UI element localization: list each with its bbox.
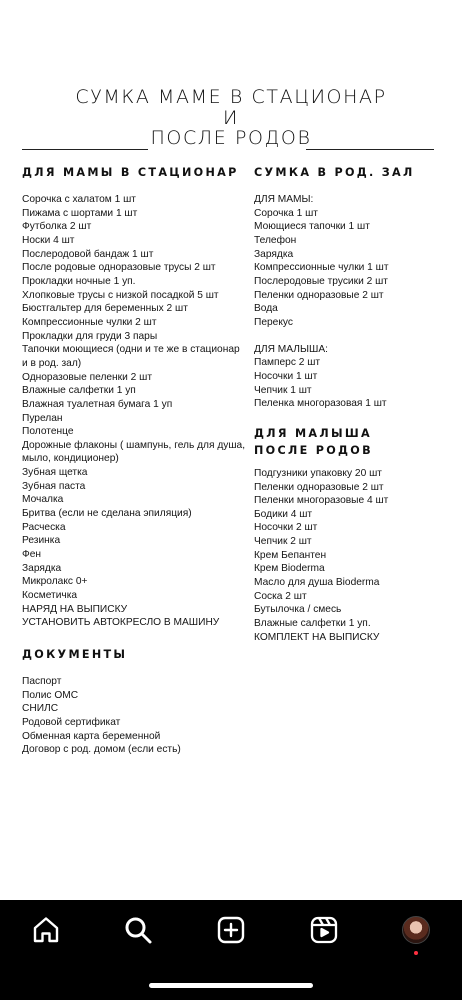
list-item: Подгузники упаковку 20 шт [254, 467, 382, 479]
list-item: Сорочка 1 шт [254, 207, 318, 219]
list-item: Пеленка многоразовая 1 шт [254, 398, 387, 410]
list-item: мыло, кондиционер) [22, 453, 119, 465]
list-item: Перекус [254, 316, 293, 328]
list-item: Мочалка [22, 494, 64, 506]
list-item: Влажная туалетная бумага 1 уп [22, 398, 173, 410]
list-item: Фен [22, 549, 42, 561]
list-item: Бюстгальтер для беременных 2 шт [22, 303, 188, 315]
list-item: Резинка [22, 535, 61, 547]
list-item: Косметичка [22, 590, 78, 602]
list-item: Договор с род. домом (если есть) [22, 744, 181, 756]
section-heading-mom: ДЛЯ МАМЫ В СТАЦИОНАР [22, 166, 239, 179]
list-item: Крем Бепантен [254, 549, 327, 561]
title-line-1: СУМКА МАМЕ В СТАЦИОНАР [75, 86, 387, 108]
list-item: Пеленки многоразовые 4 шт [254, 495, 389, 507]
list-item: Полис ОМС [22, 689, 79, 701]
baby-after-birth-list [254, 467, 454, 645]
list-item: Носочки 1 шт [254, 370, 318, 382]
list-item: Полотенце [22, 426, 74, 438]
list-item: Послеродовые трусики 2 шт [254, 275, 388, 287]
profile-avatar[interactable] [402, 916, 430, 944]
list-item: Компрессионные чулки 2 шт [22, 316, 157, 328]
list-item: Прокладки для груди 3 пары [22, 330, 158, 342]
list-item: Паспорт [22, 676, 62, 687]
list-item: Бритва (если не сделана эпиляция) [22, 508, 192, 520]
list-item: Дорожные флаконы ( шампунь, гель для душа, [22, 439, 246, 451]
list-item: СНИЛС [22, 703, 59, 715]
list-item: Пеленки одноразовые 2 шт [254, 289, 384, 301]
right-column [254, 164, 454, 644]
list-item: Компрессионные чулки 1 шт [254, 262, 389, 274]
list-item: Пижама с шортами 1 шт [22, 207, 138, 219]
list-item: НАРЯД НА ВЫПИСКУ [22, 603, 128, 615]
list-item: Бодики 4 шт [254, 508, 313, 520]
list-item: Влажные салфетки 1 уп [22, 385, 136, 397]
list-item: Прокладки ночные 1 уп. [22, 275, 136, 287]
notification-dot [414, 951, 418, 955]
sub-label-baby: ДЛЯ МАЛЫША: [254, 343, 328, 355]
documents-list [22, 675, 247, 757]
home-indicator [149, 983, 313, 988]
list-item: Бутылочка / смесь [254, 604, 342, 616]
section-heading-baby-after-2: ПОСЛЕ РОДОВ [254, 443, 373, 457]
list-item: Носочки 2 шт [254, 522, 318, 534]
bag-mom-list [254, 207, 454, 330]
search-icon[interactable] [122, 914, 154, 946]
list-item: Расческа [22, 521, 66, 533]
list-item: Сорочка с халатом 1 шт [22, 194, 136, 205]
list-item: Масло для душа Bioderma [254, 577, 380, 589]
list-item: УСТАНОВИТЬ АВТОКРЕСЛО В МАШИНУ [22, 617, 220, 629]
list-item: Родовой сертификат [22, 716, 121, 728]
reels-icon[interactable] [308, 914, 340, 946]
list-item: Футболка 2 шт [22, 221, 92, 233]
list-item: Послеродовой бандаж 1 шт [22, 248, 154, 260]
list-item: Носки 4 шт [22, 234, 75, 246]
list-item: Пурелан [22, 412, 63, 424]
list-item: Одноразовые пеленки 2 шт [22, 371, 152, 383]
list-item: и в род. зал) [22, 357, 82, 369]
list-item: Телефон [254, 234, 297, 246]
list-item: Микролакс 0+ [22, 576, 88, 588]
section-heading-baby-after-1: ДЛЯ МАЛЫША [254, 426, 372, 440]
title-underline-left [22, 149, 148, 150]
list-item: Зарядка [22, 562, 62, 574]
list-item: Зубная паста [22, 480, 86, 492]
list-item: Зубная щетка [22, 467, 88, 479]
sub-label-mom: ДЛЯ МАМЫ: [254, 194, 314, 205]
left-column [22, 164, 247, 757]
title-underline-right [306, 149, 434, 150]
list-item: Пеленки одноразовые 2 шт [254, 481, 384, 493]
title-line-2: И [223, 107, 239, 129]
section-heading-bag: СУМКА В РОД. ЗАЛ [254, 166, 415, 179]
list-item: Зарядка [254, 248, 294, 260]
list-item: Чепчик 1 шт [254, 384, 312, 396]
list-item: Моющиеся тапочки 1 шт [254, 221, 370, 233]
list-item: Влажные салфетки 1 уп. [254, 618, 371, 630]
list-item: После родовые одноразовые трусы 2 шт [22, 262, 216, 274]
list-item: Обменная карта беременной [22, 730, 161, 742]
mom-hospital-list [22, 193, 247, 630]
list-item: Соска 2 шт [254, 590, 307, 602]
list-item: Крем Bioderma [254, 563, 325, 575]
list-item: Памперс 2 шт [254, 357, 321, 369]
list-item: Тапочки моющиеся (одни и те же в стационар [22, 344, 240, 356]
list-item: КОМПЛЕКТ НА ВЫПИСКУ [254, 631, 380, 643]
bag-baby-list [254, 356, 454, 411]
title-line-3: ПОСЛЕ РОДОВ [150, 127, 312, 149]
home-icon[interactable] [30, 914, 62, 946]
list-item: Хлопковые трусы с низкой посадкой 5 шт [22, 289, 219, 301]
create-post-icon[interactable] [215, 914, 247, 946]
section-heading-documents: ДОКУМЕНТЫ [22, 648, 128, 661]
list-item: Чепчик 2 шт [254, 536, 312, 548]
list-item: Вода [254, 303, 278, 315]
